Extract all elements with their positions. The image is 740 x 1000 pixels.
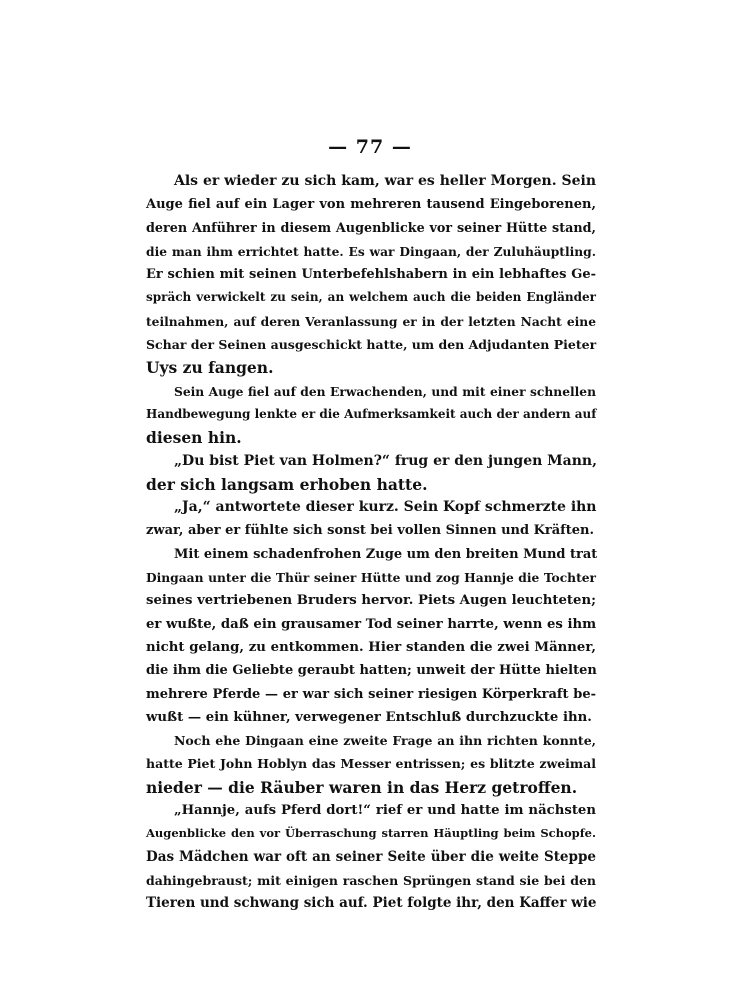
text-line: nieder — die Räuber waren in das Herz getroffen. (146, 777, 578, 797)
text-line: Uys zu fangen. (146, 358, 274, 378)
text-line: „Ja,“ antwortete dieser kurz. Sein Kopf schmerzte ihn (174, 499, 597, 516)
page-body-text (146, 170, 596, 916)
text-line: hatte Piet John Hoblyn das Messer entrissen; es blitzte zweimal (146, 756, 596, 772)
text-line: Das Mädchen war oft an seiner Seite über die weite Steppe (146, 848, 596, 865)
text-line: zwar, aber er fühlte sich sonst bei vollen Sinnen und Kräften. (146, 523, 595, 539)
text-line: „Du bist Piet van Holmen?“ frug er den jungen Mann, (174, 452, 597, 469)
text-line: spräch verwickelt zu sein, an welchem auch die beiden Engländer (146, 290, 596, 305)
text-line: Auge fiel auf ein Lager von mehreren tausend Eingeborenen, (146, 197, 596, 213)
text-line: er wußte, daß ein grausamer Tod seiner harrte, wenn es ihm (146, 616, 597, 632)
text-line: Sein Auge fiel auf den Erwachenden, und mit einer schnellen (174, 383, 596, 399)
text-line: Dingaan unter die Thür seiner Hütte und zog Hannje die Tochter (146, 570, 596, 586)
text-line: Er schien mit seinen Unterbefehlshabern in ein lebhaftes Ge- (146, 267, 596, 283)
text-line: mehrere Pferde — er war sich seiner riesigen Körperkraft be- (146, 686, 596, 702)
text-line: Handbewegung lenkte er die Aufmerksamkeit auch der andern auf (146, 406, 597, 421)
text-line: Schar der Seinen ausgeschickt hatte, um den Adjudanten Pieter (146, 337, 597, 353)
text-line: teilnahmen, auf deren Veranlassung er in der letzten Nacht eine (146, 313, 596, 329)
text-line: Tieren und schwang sich auf. Piet folgte ihr, den Kaffer wie (146, 895, 597, 912)
text-line: wußt — ein kühner, verwegener Entschluß durchzuckte ihn. (146, 709, 592, 725)
text-line: Mit einem schadenfrohen Zuge um den breiten Mund trat (174, 546, 598, 562)
text-line: deren Anführer in diesem Augenblicke vor seiner Hütte stand, (146, 220, 596, 236)
text-line: seines vertriebenen Bruders hervor. Piets Augen leuchteten; (146, 593, 596, 609)
text-line: nicht gelang, zu entkommen. Hier standen die zwei Männer, (146, 639, 596, 655)
text-line: die ihm die Geliebte geraubt hatten; unweit der Hütte hielten (146, 663, 597, 679)
text-line: die man ihm errichtet hatte. Es war Dingaan, der Zuluhäuptling. (146, 243, 596, 259)
text-line: dahingebraust; mit einigen raschen Sprüngen stand sie bei den (146, 872, 596, 888)
text-line: Als er wieder zu sich kam, war es heller Morgen. Sein (174, 173, 596, 189)
text-line: Augenblicke den vor Überraschung starren Häuptling beim Schopfe. (146, 826, 596, 841)
text-line: „Hannje, aufs Pferd dort!“ rief er und hatte im nächsten (174, 803, 596, 819)
page-number: — 77 — (328, 136, 412, 158)
text-line: Noch ehe Dingaan eine zweite Frage an ihn richten konnte, (174, 733, 596, 749)
text-line: der sich langsam erhoben hatte. (146, 474, 428, 494)
text-line: diesen hin. (146, 428, 242, 448)
